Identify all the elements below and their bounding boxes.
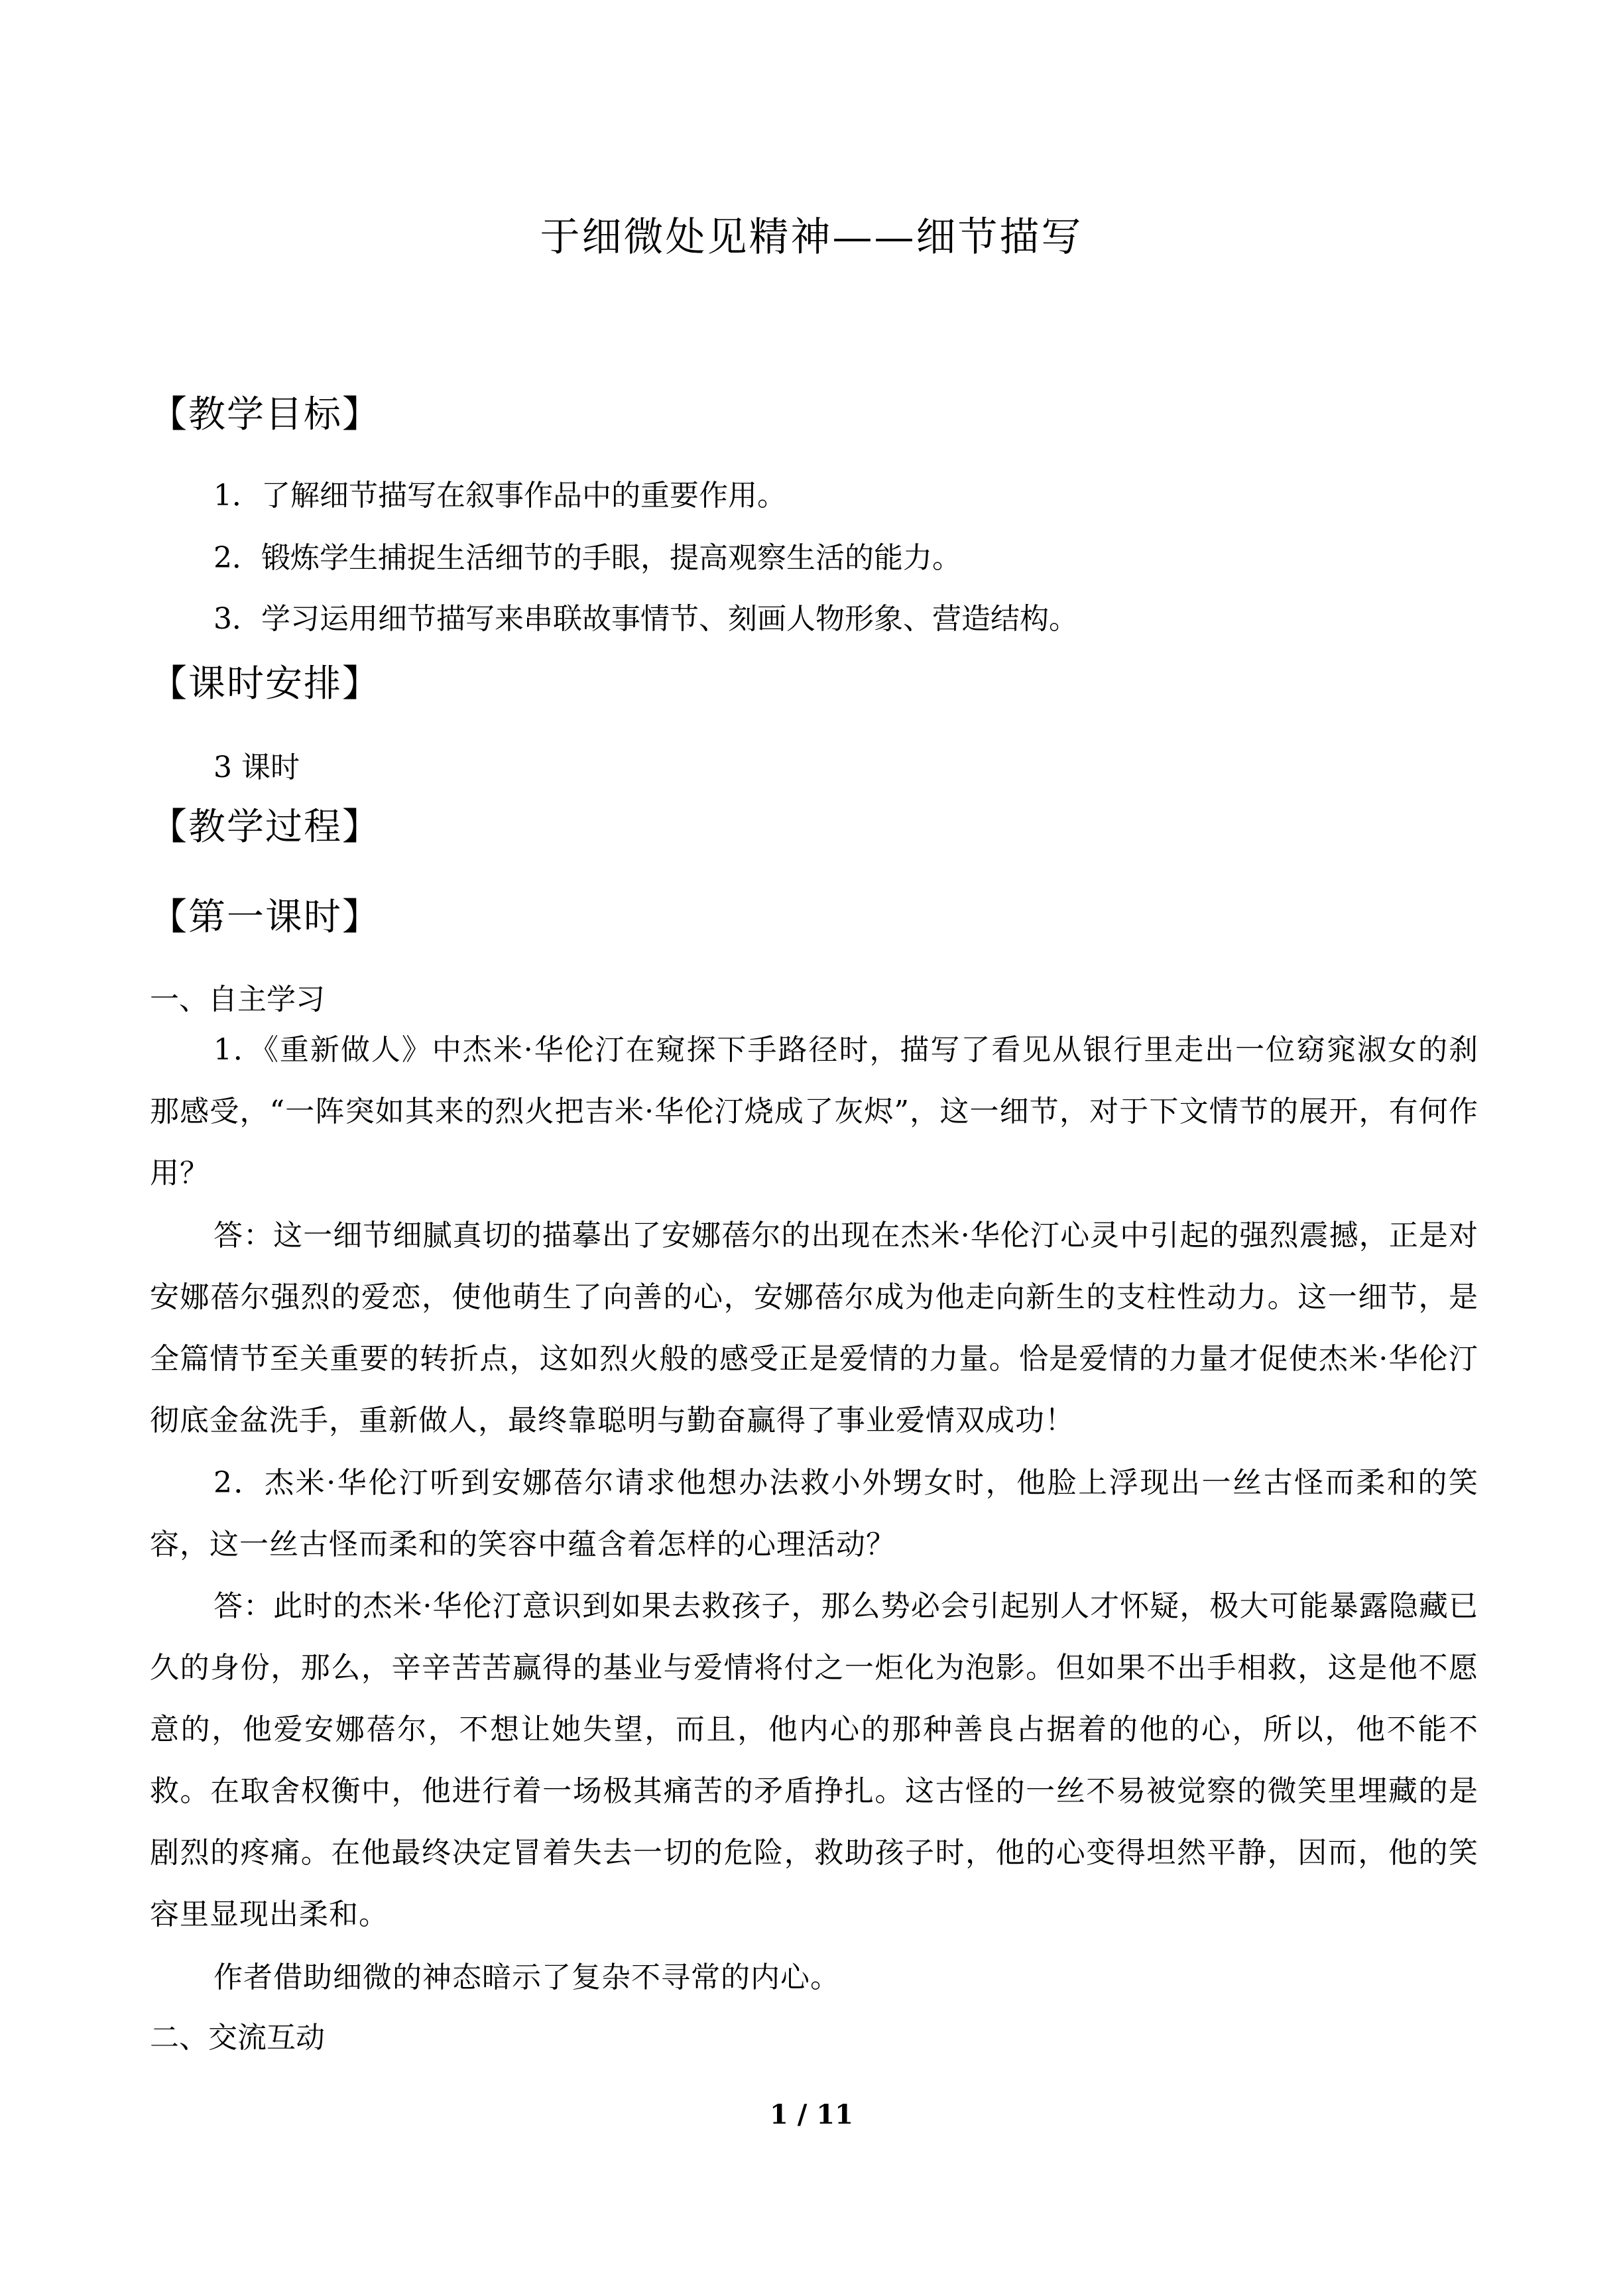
objective-item-1: 1．了解细节描写在叙事作品中的重要作用。 [213, 479, 786, 513]
objective-item-2: 2．锻炼学生捕捉生活细节的手眼，提高观察生活的能力。 [213, 541, 961, 575]
answer-2: 答：此时的杰米·华伦汀意识到如果去救孩子，那么势必会引起别人才怀疑，极大可能暴露隐藏已久的身份，那么，辛辛苦苦赢得的基业与爱情将付之一炬化为泡影。但如果不出手相救，这是他不愿意的，他爱安娜蓓尔，不想让她失望，而且，他内心的那种善良占据着的他的心，所以，他不能不救。在取舍权衡中，他进行着一场极其痛苦的矛盾挣扎。这古怪的一丝不易被觉察的微笑里埋藏的是剧烈的疼痛。在他最终决定冒着失去一切的危险，救助孩子时，他的心变得坦然平静，因而，他的笑容里显现出柔和。 [150, 1589, 1478, 1931]
question-2: 2．杰米·华伦汀听到安娜蓓尔请求他想办法救小外甥女时，他脸上浮现出一丝古怪而柔和的笑容，这一丝古怪而柔和的笑容中蕴含着怎样的心理活动？ [150, 1466, 1478, 1561]
question-1: 1．《重新做人》中杰米·华伦汀在窥探下手路径时，描写了看见从银行里走出一位窈窕淑女的刹那感受，“一阵突如其来的烈火把吉米·华伦汀烧成了灰烬”，这一细节，对于下文情节的展开，有何作用？ [150, 1033, 1478, 1190]
section-self-study: 一、自主学习 [150, 983, 325, 1016]
objective-item-3: 3．学习运用细节描写来串联故事情节、刻画人物形象、营造结构。 [213, 602, 1078, 636]
answer-1: 答：这一细节细腻真切的描摹出了安娜蓓尔的出现在杰米·华伦汀心灵中引起的强烈震撼，正是对安娜蓓尔强烈的爱恋，使他萌生了向善的心，安娜蓓尔成为他走向新生的支柱性动力。这一细节，是全篇情节至关重要的转折点，这如烈火般的感受正是爱情的力量。恰是爱情的力量才促使杰米·华伦汀彻底金盆洗手，重新做人，最终靠聪明与勤奋赢得了事业爱情双成功！ [150, 1219, 1478, 1437]
section-exchange: 二、交流互动 [150, 2021, 325, 2055]
objectives-heading: 【教学目标】 [150, 393, 381, 436]
summary-text: 作者借助细微的神态暗示了复杂不寻常的内心。 [213, 1961, 840, 1994]
document-title: 于细微处见精神——细节描写 [540, 214, 1083, 261]
process-heading: 【教学过程】 [150, 806, 381, 849]
schedule-text: 3 课时 [213, 751, 300, 784]
lesson1-heading: 【第一课时】 [150, 896, 381, 939]
schedule-heading: 【课时安排】 [150, 662, 381, 705]
page-number: 1 / 11 [770, 2099, 853, 2130]
